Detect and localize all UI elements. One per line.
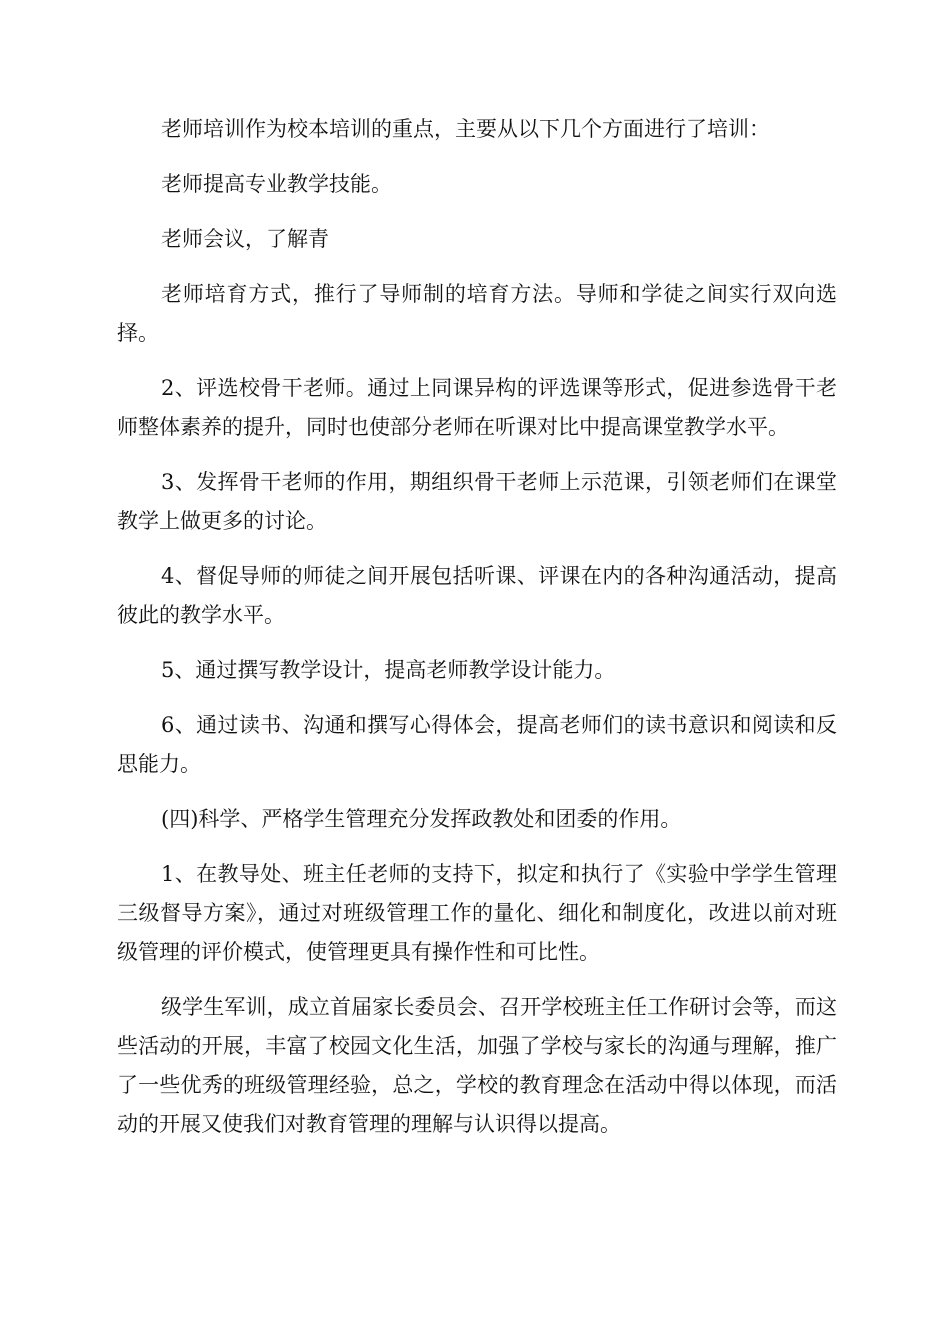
paragraph-item-6-reading: 6、通过读书、沟通和撰写心得体会，提高老师们的读书意识和阅读和反思能力。 — [117, 713, 837, 776]
paragraph-item-4-mentor-exchange: 4、督促导师的师徒之间开展包括听课、评课在内的各种沟通活动，提高彼此的教学水平。 — [117, 564, 837, 627]
paragraph-section-4-heading: (四)科学、严格学生管理充分发挥政教处和团委的作用。 — [161, 807, 682, 831]
document-body — [117, 110, 837, 1160]
paragraph-activities-summary: 级学生军训，成立首届家长委员会、召开学校班主任工作研讨会等，而这些活动的开展，丰富了校园文化生活，加强了学校与家长的沟通与理解，推广了一些优秀的班级管理经验，总之，学校的教育理念在活动中得以体现，而活动的开展又使我们对教育管理的理解与认识得以提高。 — [117, 995, 837, 1136]
paragraph-item-3-backbone-role: 3、发挥骨干老师的作用，期组织骨干老师上示范课，引领老师们在课堂教学上做更多的讨论。 — [117, 470, 837, 533]
paragraph-mentor-system: 老师培育方式，推行了导师制的培育方法。导师和学徒之间实行双向选择。 — [117, 282, 837, 345]
paragraph-teacher-training-focus: 老师培训作为校本培训的重点，主要从以下几个方面进行了培训： — [161, 117, 770, 141]
paragraph-teaching-skills: 老师提高专业教学技能。 — [161, 172, 392, 196]
paragraph-item-1-management-plan: 1、在教导处、班主任老师的支持下，拟定和执行了《实验中学学生管理三级督导方案》，通过对班级管理工作的量化、细化和制度化，改进以前对班级管理的评价模式，使管理更具有操作性和可比性。 — [117, 862, 837, 964]
paragraph-item-2-backbone-selection: 2、评选校骨干老师。通过上同课异构的评选课等形式，促进参选骨干老师整体素养的提升，同时也使部分老师在听课对比中提高课堂教学水平。 — [117, 376, 837, 439]
paragraph-item-5-teaching-design: 5、通过撰写教学设计，提高老师教学设计能力。 — [161, 658, 616, 682]
paragraph-teacher-meeting: 老师会议，了解青 — [161, 227, 329, 251]
